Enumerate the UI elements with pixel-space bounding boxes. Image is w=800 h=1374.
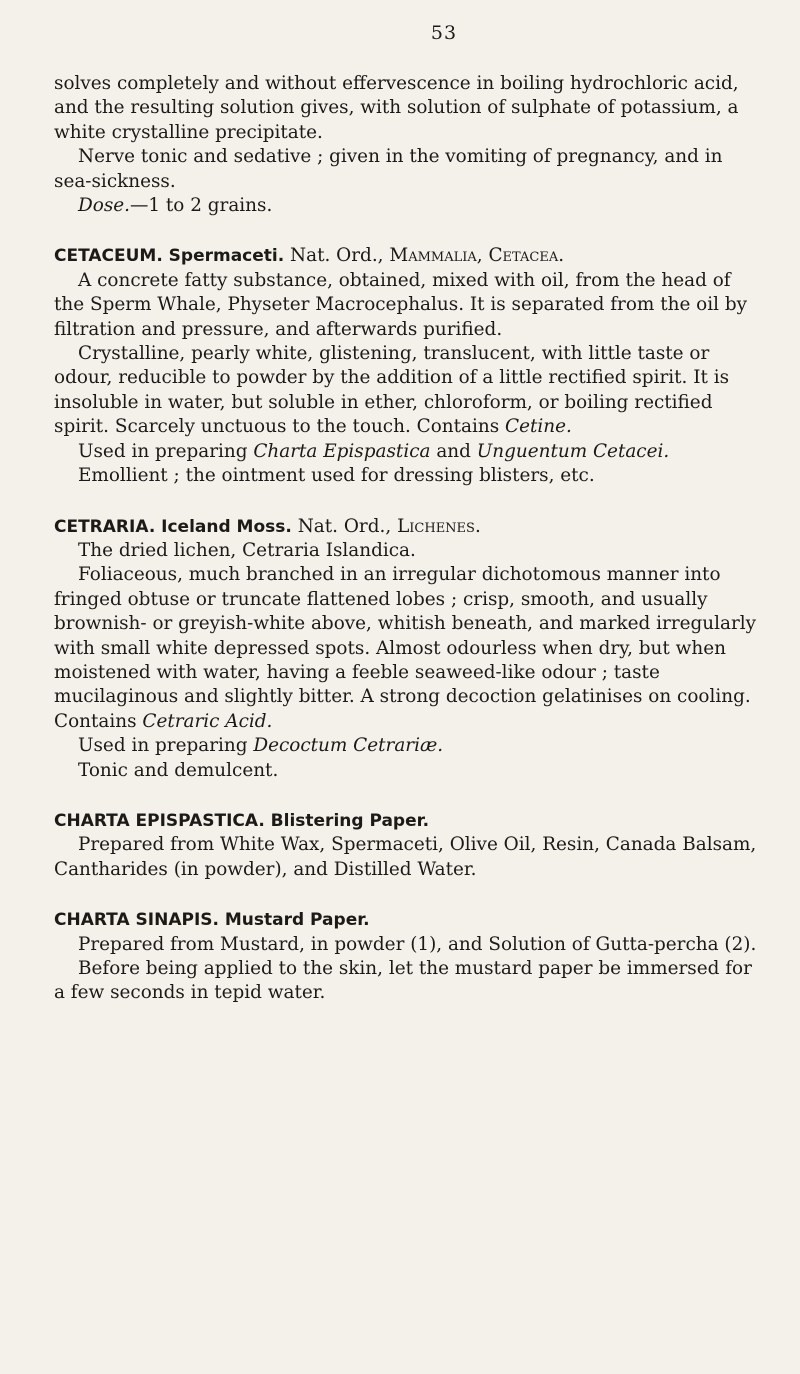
entry-charta-epispastica bbox=[54, 809, 758, 882]
intro-paragraph: Nerve tonic and sedative ; given in the vomiting of pregnancy, and in sea-sickness. bbox=[54, 146, 723, 192]
entry-paragraph: Before being applied to the skin, let the mustard paper be immersed for a few seconds in tepid water. bbox=[54, 958, 752, 1004]
entry-cetaceum bbox=[54, 244, 758, 488]
entry-paragraph: Tonic and demulcent. bbox=[78, 759, 279, 781]
intro-paragraph: solves completely and without effervescence in boiling hydrochloric acid, and the resulting solution gives, with solution of sulphate of potassium, a white crystalline precipitate. bbox=[54, 73, 739, 143]
entry-italic: Unguentum Cetacei. bbox=[476, 440, 670, 462]
entry-text: Used in preparing bbox=[78, 440, 248, 462]
entry-paragraph bbox=[54, 734, 758, 758]
entry-paragraph bbox=[54, 563, 758, 734]
natural-order-prefix: Nat. Ord., bbox=[297, 515, 392, 537]
entry-common-name: Spermaceti. bbox=[168, 246, 285, 267]
entry-term: CETRARIA. bbox=[54, 516, 156, 537]
entry-common-name: Iceland Moss. bbox=[161, 516, 292, 537]
entry-charta-sinapis bbox=[54, 908, 758, 1006]
entry-paragraph bbox=[54, 440, 758, 464]
entry-heading bbox=[54, 244, 758, 268]
entry-common-name: Blistering Paper. bbox=[270, 810, 430, 831]
intro-continuation bbox=[54, 72, 758, 218]
dose-label: Dose. bbox=[78, 195, 130, 217]
entry-paragraph bbox=[54, 342, 758, 440]
entry-cetraria bbox=[54, 515, 758, 783]
entry-paragraph: The dried lichen, Cetraria Islandica. bbox=[78, 539, 416, 561]
entry-paragraph: Prepared from White Wax, Spermaceti, Olive Oil, Resin, Canada Balsam, Cantharides (in powder), and Distilled Water. bbox=[54, 834, 757, 880]
dose-line bbox=[54, 194, 758, 218]
entry-text: Crystalline, pearly white, glistening, translucent, with little taste or odour, reducible to powder by the addition of a little rectified spirit. It is insoluble in water, but soluble in ether, chloroform, or boiling rectified spirit. Scarcely unctuous to the touch. Contains bbox=[54, 343, 730, 438]
entry-term: CETACEUM. bbox=[54, 246, 163, 267]
entry-text: and bbox=[436, 440, 471, 462]
natural-order-prefix: Nat. Ord., bbox=[290, 245, 384, 267]
entry-italic: Cetraric Acid. bbox=[142, 710, 273, 732]
entry-italic: Decoctum Cetrariæ. bbox=[253, 735, 444, 757]
entry-paragraph: A concrete fatty substance, obtained, mixed with oil, from the head of the Sperm Whale, Physeter Macrocephalus. It is separated from the oil by filtration and pressure, and afterwards purified. bbox=[54, 269, 748, 340]
entry-italic: Cetine. bbox=[505, 416, 572, 438]
entry-paragraph: Emollient ; the ointment used for dressing blisters, etc. bbox=[78, 465, 595, 487]
entry-heading bbox=[54, 908, 758, 932]
entry-term: CHARTA EPISPASTICA. bbox=[54, 810, 265, 831]
entry-common-name: Mustard Paper. bbox=[224, 910, 370, 931]
entry-text: Used in preparing bbox=[78, 735, 248, 757]
natural-order: Mammalia, Cetacea. bbox=[389, 245, 565, 267]
entry-italic: Charta Epispastica bbox=[253, 440, 431, 462]
page-number: 53 bbox=[430, 22, 458, 44]
entry-term: CHARTA SINAPIS. bbox=[54, 910, 219, 931]
entry-text: Foliaceous, much branched in an irregular dichotomous manner into fringed obtuse or truncate flattened lobes ; crisp, smooth, and usually brownish- or greyish-white above, whitish beneath, and marked irregularly with small white depressed spots. Almost odourless when dry, but when moistened with water, having a feeble seaweed-like odour ; taste mucilaginous and slightly bitter. A strong decoction gelatinises on cooling. Contains bbox=[54, 564, 757, 732]
dose-value: —1 to 2 grains. bbox=[129, 195, 273, 217]
entry-heading bbox=[54, 809, 758, 833]
entry-paragraph: Prepared from Mustard, in powder (1), and Solution of Gutta-percha (2). bbox=[78, 933, 757, 955]
entry-heading bbox=[54, 515, 758, 539]
page bbox=[54, 22, 758, 1006]
natural-order: Lichenes. bbox=[397, 515, 481, 537]
